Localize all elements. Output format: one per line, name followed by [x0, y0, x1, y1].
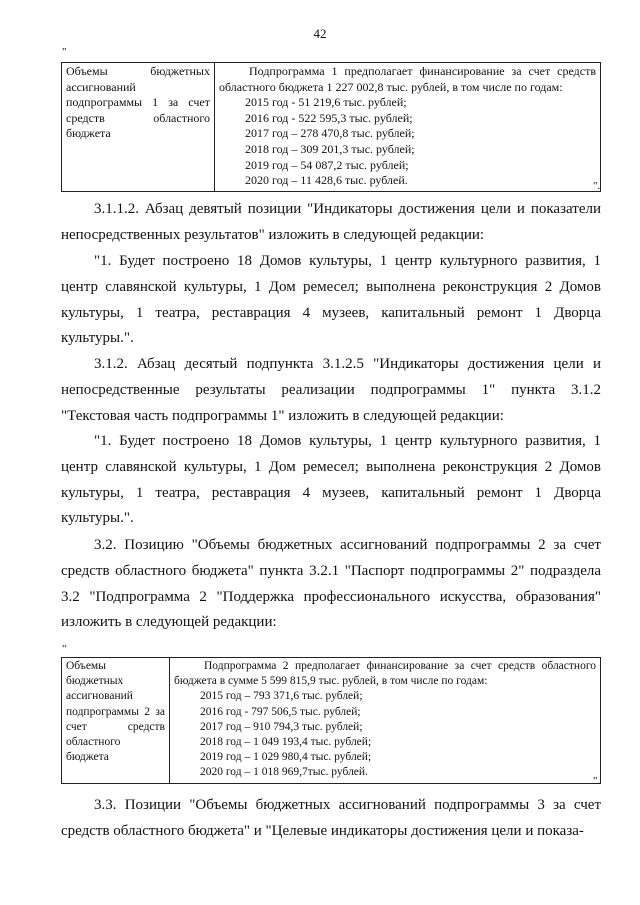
- table-intro: Подпрограмма 1 предполагает финансирование за счет средств областного бюджета 1 227 002,8 тыс. рублей, в том числе по годам:: [219, 64, 596, 94]
- page-number: 42: [313, 26, 327, 41]
- paragraph-3-1-1-2: 3.1.1.2. Абзац девятый позиции "Индикаторы достижения цели и показатели непосредственных результатов" изложить в следующей редакции:: [61, 201, 601, 243]
- year-line: 2016 год - 797 506,5 тыс. рублей;: [200, 705, 361, 718]
- table-content-cell: [215, 63, 601, 192]
- table-label-text: Объемы бюджетных ассигнований подпрограммы 1 за счет средств областного бюджета: [66, 64, 210, 141]
- table-label-cell: [62, 63, 215, 192]
- year-line: 2018 год – 1 049 193,4 тыс. рублей;: [200, 736, 372, 749]
- year-line: 2018 год – 309 201,3 тыс. рублей;: [245, 141, 415, 156]
- budget-table-subprogram-1: [61, 62, 601, 192]
- year-line: 2017 год – 278 470,8 тыс. рублей;: [245, 126, 415, 141]
- year-line: 2020 год – 1 018 969,7тыс. рублей.: [200, 766, 368, 779]
- paragraph-3-1-2: 3.1.2. Абзац десятый подпункта 3.1.2.5 "Индикаторы достижения цели и непосредственные результаты реализации подпрограммы 1" пункта 3.1.2 "Текстовая часть подпрограммы 1" изложить в следующей редакции:: [61, 356, 601, 424]
- table-label-text: Объемы бюджетных ассигнований подпрограммы 2 за счет средств областного бюджета: [66, 660, 165, 764]
- year-line: 2020 год – 11 428,6 тыс. рублей.: [245, 173, 408, 188]
- table-content-cell: [170, 658, 601, 784]
- year-line: 2019 год – 54 087,2 тыс. рублей;: [245, 157, 409, 172]
- paragraph-3-2: 3.2. Позицию "Объемы бюджетных ассигнований подпрограммы 2 за счет средств областного бюджета" пункта 3.2.1 "Паспорт подпрограммы 2" подраздела 3.2 "Подпрограмма 2 "Поддержка профессионального искусства, образования" изложить в следующей редакции:: [61, 537, 601, 631]
- paragraph-quote-2: "1. Будет построено 18 Домов культуры, 1 центр культурного развития, 1 центр славянской культуры, 1 Дом ремесел; выполнена реконструкция 2 Домов культуры, 1 театра, реставрация 4 музеев, капитальный ремонт 1 Дворца культуры.".: [61, 433, 601, 527]
- paragraph-quote-1: "1. Будет построено 18 Домов культуры, 1 центр культурного развития, 1 центр славянской культуры, 1 Дом ремесел; выполнена реконструкция 2 Домов культуры, 1 театра, реставрация 4 музеев, капитальный ремонт 1 Дворца культуры.".: [61, 253, 601, 347]
- year-line: 2016 год - 522 595,3 тыс. рублей;: [245, 110, 413, 125]
- paragraph-3-3: 3.3. Позиции "Объемы бюджетных ассигнований подпрограммы 3 за счет средств областного бюджета" и "Целевые индикаторы достижения цели и показа-: [61, 797, 601, 839]
- table-label-cell: [62, 658, 170, 784]
- table-intro: Подпрограмма 2 предполагает финансирование за счет средств областного бюджета в сумме 5 599 815,9 тыс. рублей, в том числе по годам:: [174, 660, 596, 688]
- year-line: 2017 год – 910 794,3 тыс. рублей;: [200, 720, 363, 733]
- year-line: 2015 год – 793 371,6 тыс. рублей;: [200, 690, 363, 703]
- year-line: 2015 год - 51 219,6 тыс. рублей;: [245, 95, 407, 110]
- opening-quote-2: ": [62, 643, 67, 655]
- closing-quote-2: ".: [593, 775, 601, 787]
- year-line: 2019 год – 1 029 980,4 тыс. рублей;: [200, 751, 372, 764]
- closing-quote-1: ".: [593, 180, 601, 192]
- budget-table-subprogram-2: [61, 657, 601, 784]
- opening-quote-1: ": [62, 46, 67, 58]
